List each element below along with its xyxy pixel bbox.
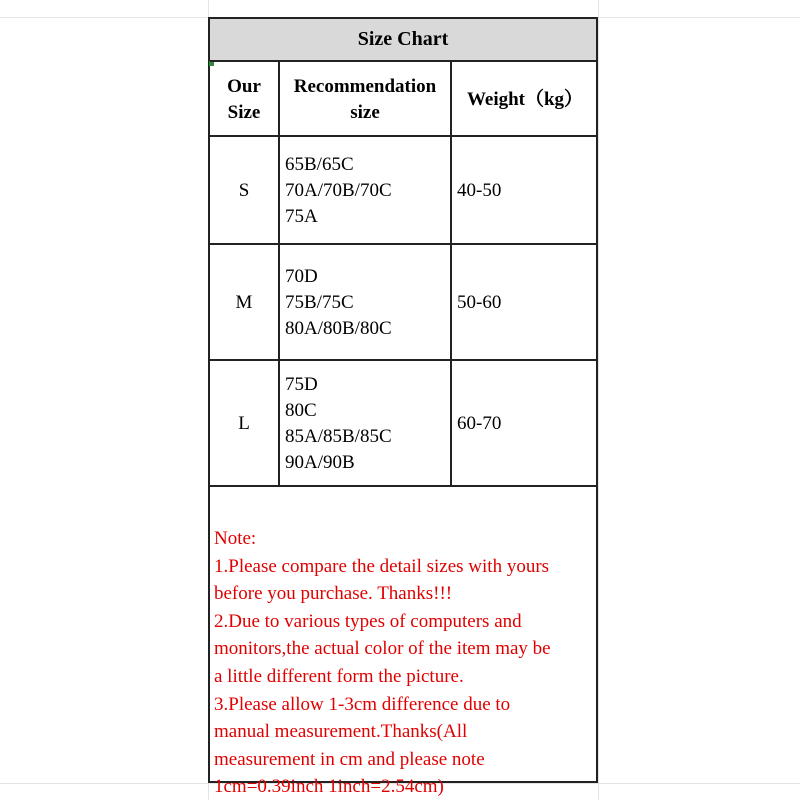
size-cell-s: S <box>238 180 250 201</box>
header-our-size <box>210 62 278 137</box>
notes-section <box>210 505 596 798</box>
header-recommendation-size <box>280 62 450 137</box>
recommendation-line: 75A <box>285 206 318 227</box>
size-cell-m: M <box>235 292 253 313</box>
recommendation-line: 80A/80B/80C <box>285 318 392 339</box>
note-line: monitors,the actual color of the item may be <box>214 638 551 660</box>
recommendation-line: 75D <box>285 374 318 395</box>
row-divider <box>210 243 596 245</box>
recommendation-line: 65B/65C <box>285 154 354 175</box>
size-chart-table <box>208 17 598 798</box>
recommendation-cell-m <box>280 245 450 361</box>
note-line: measurement in cm and please note <box>214 748 485 770</box>
size-chart-title: Size Chart <box>210 19 596 62</box>
recommendation-cell-l <box>280 361 450 487</box>
weight-value: 60-70 <box>457 413 502 434</box>
note-line: manual measurement.Thanks(All <box>214 721 468 743</box>
header-weight: Weight（kg） <box>466 88 584 110</box>
row-divider <box>210 485 596 487</box>
sheet-gridline <box>598 0 599 800</box>
header-recommendation-line2: size <box>350 101 380 123</box>
note-line: 3.Please allow 1-3cm difference due to <box>214 693 511 715</box>
recommendation-line: 80C <box>285 400 317 421</box>
note-line: before you purchase. Thanks!!! <box>214 583 453 605</box>
weight-cell-s <box>452 137 598 245</box>
size-cell-l: L <box>238 413 250 434</box>
header-recommendation-line1: Recommendation <box>293 75 437 97</box>
note-line: 1cm=0.39inch 1inch=2.54cm) <box>214 776 444 798</box>
recommendation-line: 70D <box>285 266 318 287</box>
note-line: 2.Due to various types of computers and <box>214 610 522 632</box>
recommendation-cell-s <box>280 137 450 245</box>
note-line: a little different form the picture. <box>214 665 464 687</box>
row-divider <box>210 135 596 137</box>
weight-value: 50-60 <box>457 292 502 313</box>
column-divider <box>450 60 452 487</box>
weight-cell-l <box>452 361 598 487</box>
header-our-size-line1: Our <box>227 75 261 97</box>
note-line: Note: <box>214 528 257 549</box>
note-line: 1.Please compare the detail sizes with yours <box>214 555 550 577</box>
recommendation-line: 75B/75C <box>285 292 354 313</box>
recommendation-line: 90A/90B <box>285 452 355 473</box>
column-divider <box>278 60 280 487</box>
header-our-size-line2: Size <box>227 101 261 123</box>
recommendation-line: 70A/70B/70C <box>285 180 392 201</box>
weight-value: 40-50 <box>457 180 502 201</box>
recommendation-line: 85A/85B/85C <box>285 426 392 447</box>
weight-cell-m <box>452 245 598 361</box>
row-divider <box>210 359 596 361</box>
